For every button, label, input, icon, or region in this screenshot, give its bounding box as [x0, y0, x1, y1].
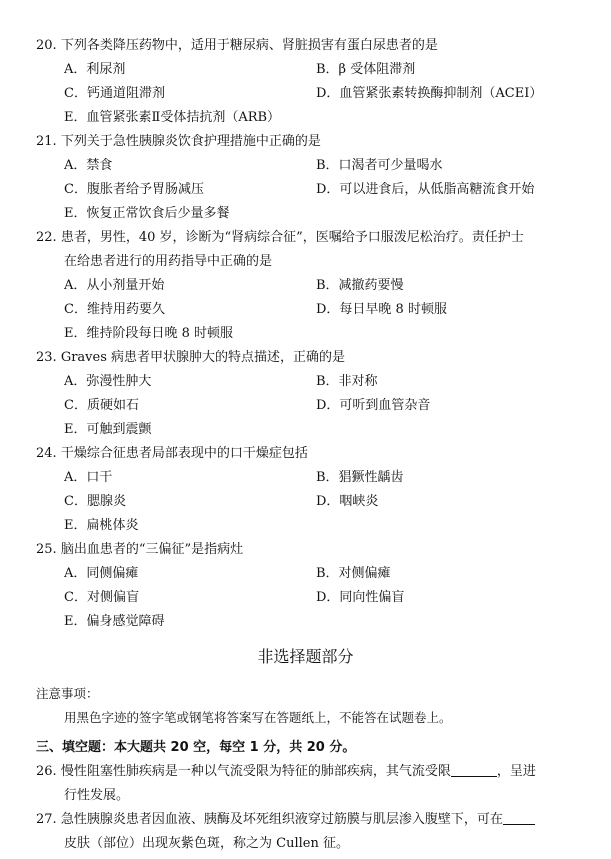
question-23	[36, 346, 593, 442]
answer-option-d: D．咽峡炎	[316, 494, 379, 509]
question-text: 急性胰腺炎患者因血液、胰酶及坏死组织液穿过筋膜与肌层渗入腹壁下，可在	[60, 812, 503, 827]
answer-option-b: B．对侧偏瘫	[316, 566, 391, 581]
question-number: 24.	[36, 446, 57, 461]
answer-option-a: A．从小剂量开始	[64, 278, 165, 293]
question-number: 26.	[36, 764, 57, 779]
option-row	[36, 394, 593, 418]
option-list	[36, 154, 593, 226]
question-20	[36, 34, 593, 130]
answer-option-e: E．可触到震颤	[64, 422, 152, 437]
question-stem: Graves 病患者甲状腺肿大的特点描述，正确的是	[60, 350, 346, 365]
answer-option-c: C．对侧偏盲	[64, 590, 139, 605]
answer-option-a: A．同侧偏瘫	[64, 566, 139, 581]
answer-option-d: D．可听到血管杂音	[316, 398, 431, 413]
question-text: 慢性阻塞性肺疾病是一种以气流受限为特征的肺部疾病，其气流受限	[60, 764, 451, 779]
answer-option-e: E．扁桃体炎	[64, 518, 139, 533]
answer-option-a: A．利尿剂	[64, 62, 126, 77]
option-row	[36, 466, 593, 490]
answer-option-b: B．减撤药要慢	[316, 278, 404, 293]
option-row	[36, 106, 593, 130]
fill-question-26	[36, 760, 593, 808]
option-row	[36, 82, 593, 106]
question-number: 25.	[36, 542, 57, 557]
question-stem-line	[36, 346, 593, 370]
question-22	[36, 226, 593, 346]
question-stem: 脑出血患者的“三偏征”是指病灶	[60, 542, 244, 557]
question-stem-line	[36, 250, 593, 274]
question-24	[36, 442, 593, 538]
question-21	[36, 130, 593, 226]
question-stem-line	[36, 130, 593, 154]
question-text-continued: 行性发展。	[64, 788, 130, 803]
option-row	[36, 490, 593, 514]
question-text-continued: 皮肤（部位）出现灰紫色斑，称之为 Cullen 征。	[64, 836, 349, 851]
option-list	[36, 58, 593, 130]
question-stem-line	[36, 226, 593, 250]
answer-option-a: A．弥漫性肿大	[64, 374, 152, 389]
answer-option-c: C．腮腺炎	[64, 494, 126, 509]
option-row	[36, 58, 593, 82]
option-row	[36, 202, 593, 226]
question-stem: 在给患者进行的用药指导中正确的是	[64, 254, 273, 269]
section-title: 非选择题部分	[257, 647, 354, 666]
option-row	[36, 178, 593, 202]
question-stem-line	[36, 442, 593, 466]
option-row	[36, 610, 593, 634]
option-list	[36, 562, 593, 634]
answer-option-a: A．口干	[64, 470, 113, 485]
question-stem: 干燥综合征患者局部表现中的口干燥症包括	[60, 446, 308, 461]
fill-question-27	[36, 808, 593, 856]
option-row	[36, 562, 593, 586]
answer-option-d: D．血管紧张素转换酶抑制剂（ACEI）	[316, 86, 543, 101]
question-number: 21.	[36, 134, 57, 149]
question-25	[36, 538, 593, 634]
question-stem: 下列关于急性胰腺炎饮食护理措施中正确的是	[60, 134, 321, 149]
answer-blank[interactable]	[503, 810, 535, 825]
option-row	[36, 298, 593, 322]
question-stem: 下列各类降压药物中，适用于糖尿病、肾脏损害有蛋白尿患者的是	[60, 38, 438, 53]
answer-option-d: D．可以进食后，从低脂高糖流食开始	[316, 182, 535, 197]
option-row	[36, 322, 593, 346]
answer-blank[interactable]	[451, 762, 497, 777]
option-row	[36, 274, 593, 298]
question-stem-line	[36, 34, 593, 58]
question-number: 22.	[36, 230, 57, 245]
option-list	[36, 466, 593, 538]
notice-label: 注意事项：	[36, 686, 99, 701]
question-number: 23.	[36, 350, 57, 365]
answer-option-c: C．质硬如石	[64, 398, 139, 413]
question-number: 27.	[36, 812, 57, 827]
answer-option-b: B．β 受体阻滞剂	[316, 62, 416, 77]
answer-option-d: D．每日早晚 8 时顿服	[316, 302, 447, 317]
option-row	[36, 154, 593, 178]
fill-blank-heading: 三、填空题：本大题共 20 空，每空 1 分，共 20 分。	[36, 740, 356, 755]
option-list	[36, 274, 593, 346]
answer-option-c: C．腹胀者给予胃肠减压	[64, 182, 204, 197]
answer-option-c: C．钙通道阻滞剂	[64, 86, 165, 101]
question-stem-line	[36, 538, 593, 562]
answer-option-a: A．禁食	[64, 158, 113, 173]
question-number: 20.	[36, 38, 57, 53]
question-text: ，呈进	[496, 764, 536, 779]
answer-option-d: D．同向性偏盲	[316, 590, 405, 605]
answer-option-b: B．猖獗性龋齿	[316, 470, 404, 485]
question-stem: 患者，男性，40 岁，诊断为“肾病综合征”，医嘱给予口服泼尼松治疗。责任护士	[60, 230, 524, 245]
option-row	[36, 370, 593, 394]
option-list	[36, 370, 593, 442]
answer-option-e: E．维持阶段每日晚 8 时顿服	[64, 326, 234, 341]
option-row	[36, 514, 593, 538]
answer-option-e: E．偏身感觉障碍	[64, 614, 165, 629]
answer-option-e: E．血管紧张素Ⅱ受体拮抗剂（ARB）	[64, 110, 281, 125]
answer-option-e: E．恢复正常饮食后少量多餐	[64, 206, 230, 221]
answer-option-b: B．口渴者可少量喝水	[316, 158, 443, 173]
answer-option-b: B．非对称	[316, 374, 378, 389]
answer-option-c: C．维持用药要久	[64, 302, 165, 317]
option-row	[36, 418, 593, 442]
notice-text: 用黑色字迹的签字笔或钢笔将答案写在答题纸上，不能答在试题卷上。	[64, 710, 452, 725]
option-row	[36, 586, 593, 610]
